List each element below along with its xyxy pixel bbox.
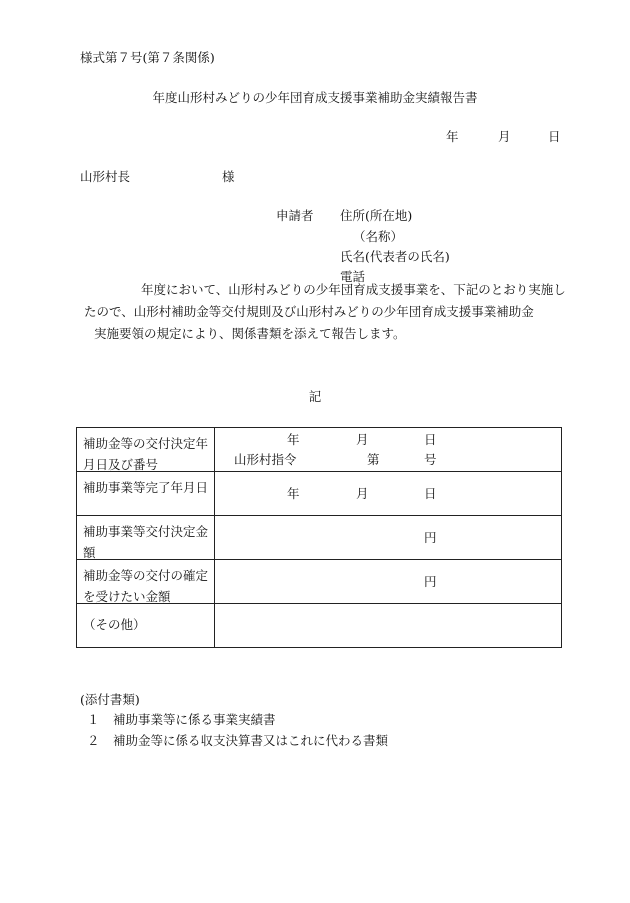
form-number: 様式第７号(第７条関係) bbox=[80, 50, 215, 65]
row4-yen: 円 bbox=[424, 574, 437, 589]
addressee-name: 山形村長 bbox=[80, 169, 131, 184]
body-line-2: たので、山形村補助金等交付規則及び山形村みどりの少年団育成支援事業補助金 bbox=[84, 304, 534, 319]
attachments-title: (添付書類) bbox=[80, 692, 140, 707]
label-cell bbox=[77, 604, 215, 648]
attachment-text: 補助金等に係る収支決算書又はこれに代わる書類 bbox=[113, 733, 389, 748]
value-cell bbox=[215, 516, 562, 560]
label-cell bbox=[77, 428, 215, 472]
label-cell bbox=[77, 560, 215, 604]
row-label-completion-date: 補助事業等完了年月日 bbox=[83, 480, 209, 495]
row1-dai: 第 bbox=[367, 452, 380, 467]
body-line-3: 実施要領の規定により、関係書類を添えて報告します。 bbox=[94, 326, 406, 341]
date-day: 日 bbox=[548, 129, 561, 144]
date-month: 月 bbox=[498, 129, 511, 144]
table-row-completion-date bbox=[77, 472, 562, 516]
row1-day: 日 bbox=[424, 432, 437, 447]
value-cell bbox=[215, 428, 562, 472]
value-cell bbox=[215, 472, 562, 516]
addressee bbox=[80, 169, 235, 184]
body-line-1: 年度において、山形村みどりの少年団育成支援事業を、下記のとおり実施し bbox=[141, 282, 566, 297]
table-row-decision-amount bbox=[77, 516, 562, 560]
attachment-item bbox=[87, 714, 276, 727]
table-row-confirmed-amount bbox=[77, 560, 562, 604]
row-label-decision-date: 補助金等の交付決定年月日及び番号 bbox=[83, 436, 209, 472]
attachment-item bbox=[87, 735, 388, 748]
applicant-org-name: （名称） bbox=[353, 229, 404, 244]
applicant-person-name: 氏名(代表者の氏名) bbox=[340, 249, 450, 264]
row3-yen: 円 bbox=[424, 530, 437, 545]
document-title: 年度山形村みどりの少年団育成支援事業補助金実績報告書 bbox=[152, 90, 478, 105]
row2-month: 月 bbox=[356, 486, 369, 501]
ki-heading: 記 bbox=[308, 389, 322, 404]
row-label-confirmed-amount: 補助金等の交付の確定を受けたい金額 bbox=[83, 568, 209, 604]
row-label-other: （その他） bbox=[83, 617, 146, 632]
attachment-text: 補助事業等に係る事業実績書 bbox=[113, 712, 276, 727]
value-cell bbox=[215, 604, 562, 648]
applicant-address: 住所(所在地) bbox=[340, 208, 413, 223]
value-cell bbox=[215, 560, 562, 604]
attachment-number: ２ bbox=[87, 733, 100, 748]
row-label-decision-amount: 補助事業等交付決定金額 bbox=[83, 524, 209, 560]
report-body bbox=[80, 279, 564, 345]
date-year: 年 bbox=[446, 129, 459, 144]
row1-month: 月 bbox=[356, 432, 369, 447]
label-cell bbox=[77, 472, 215, 516]
table-row-decision-date bbox=[77, 428, 562, 472]
row1-directive: 山形村指令 bbox=[234, 452, 297, 467]
row1-go: 号 bbox=[424, 452, 437, 467]
row2-day: 日 bbox=[424, 486, 437, 501]
report-table bbox=[76, 427, 562, 648]
addressee-honorific: 様 bbox=[222, 169, 235, 184]
applicant-label: 申請者 bbox=[276, 208, 314, 223]
row1-year: 年 bbox=[287, 432, 300, 447]
attachment-number: １ bbox=[87, 712, 100, 727]
applicant-phone: 電話 bbox=[340, 269, 366, 284]
label-cell bbox=[77, 516, 215, 560]
row2-year: 年 bbox=[287, 486, 300, 501]
table-row-other bbox=[77, 604, 562, 648]
